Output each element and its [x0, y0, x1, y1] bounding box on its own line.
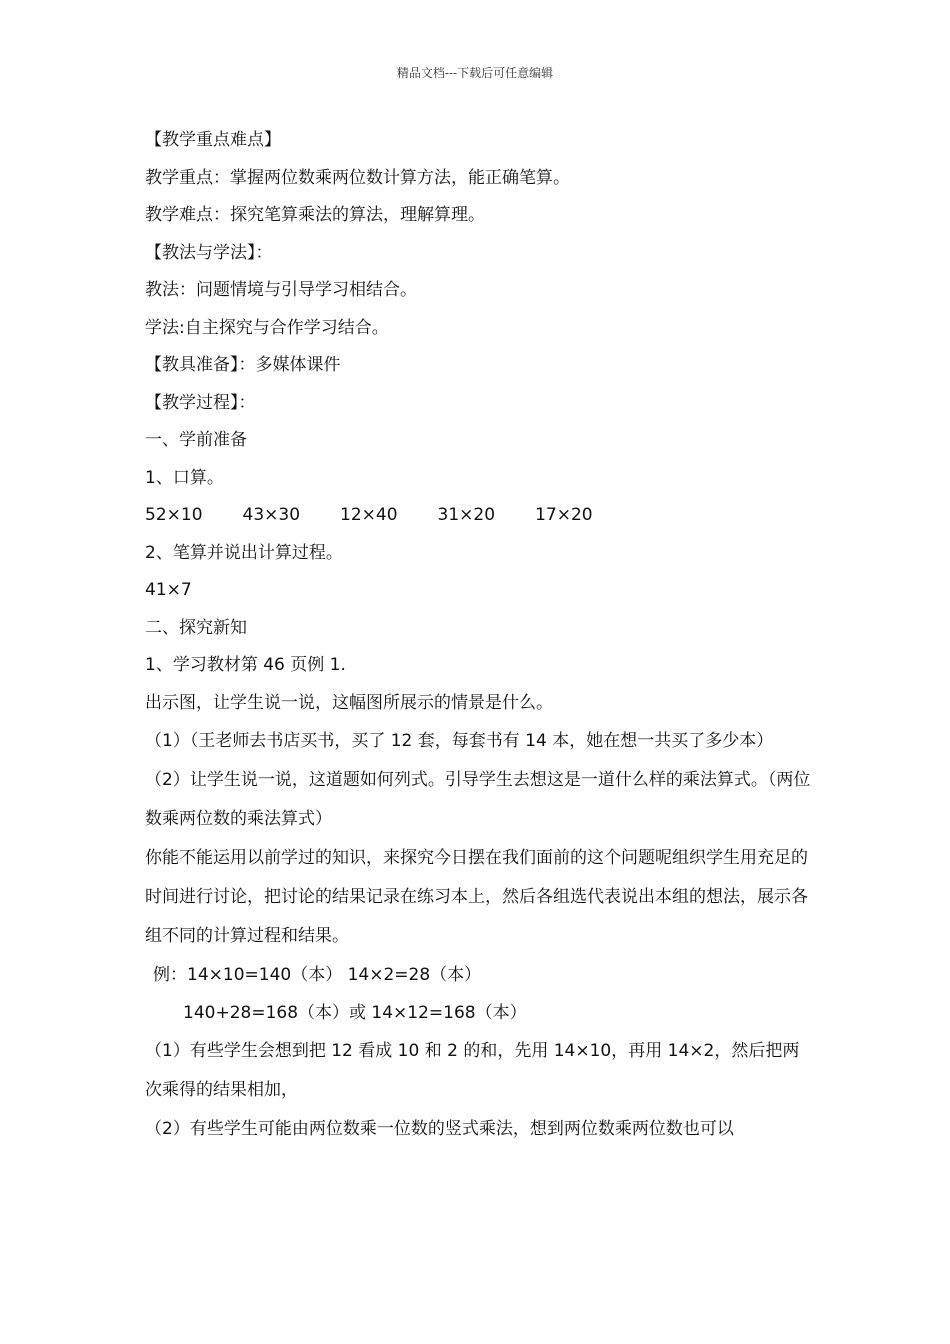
- paragraph-method-2: （2）有些学生可能由两位数乘一位数的竖式乘法，想到两位数乘两位数也可以: [145, 1119, 734, 1139]
- oral-calc-item: 52×10: [145, 505, 203, 525]
- paragraph-problem: （1）（王老师去书店买书，买了 12 套，每套书有 14 本，她在想一共买了多少本）: [145, 731, 774, 751]
- oral-calc-item: 43×30: [242, 505, 301, 525]
- document-body: [145, 122, 815, 1149]
- oral-calc-row: [145, 497, 815, 535]
- oral-calc-item: 17×20: [535, 505, 593, 525]
- paragraph-equation: （2）让学生说一说，这道题如何列式。引导学生去想这是一道什么样的乘法算式。（两位数乘两位数的乘法算式）: [145, 770, 811, 829]
- learning-method-text: 学法:自主探究与合作学习结合。: [145, 317, 389, 338]
- oral-calc-item: 31×20: [437, 505, 496, 525]
- textbook-example-label: 1、学习教材第 46 页例 1.: [145, 655, 346, 675]
- paragraph-discussion: 你能不能运用以前学过的知识，来探究今日摆在我们面前的这个问题呢组织学生用充足的时间进行讨论，把讨论的结果记录在练习本上，然后各组选代表说出本组的想法，展示各组不同的计算过程和结果。: [145, 848, 808, 946]
- written-calc-label: 2、笔算并说出计算过程。: [145, 542, 343, 563]
- oral-calc-item: 12×40: [340, 505, 398, 525]
- example-line-1: 例：14×10=140（本） 14×2=28（本）: [153, 965, 482, 985]
- paragraph-method-1: （1）有些学生会想到把 12 看成 10 和 2 的和，先用 14×10，再用 14×2，然后把两次乘得的结果相加，: [145, 1041, 800, 1100]
- key-point-text: 教学重点：掌握两位数乘两位数计算方法，能正确笔算。: [145, 167, 570, 188]
- oral-calc-label: 1、口算。: [145, 467, 224, 488]
- section-heading-methods: 【教法与学法】：: [145, 242, 273, 263]
- part-two-heading: 二、探究新知: [145, 617, 247, 638]
- show-picture-text: 出示图，让学生说一说，这幅图所展示的情景是什么。: [145, 692, 553, 713]
- example-line-2: 140+28=168（本）或 14×12=168（本）: [183, 1003, 527, 1023]
- teaching-method-text: 教法：问题情境与引导学习相结合。: [145, 280, 417, 300]
- written-calc-item: 41×7: [145, 580, 192, 600]
- section-heading-process: 【教学过程】：: [145, 392, 256, 413]
- part-one-heading: 一、学前准备: [145, 430, 247, 450]
- difficult-point-text: 教学难点：探究笔算乘法的算法，理解算理。: [145, 205, 485, 225]
- page-header: 精品文档---下载后可任意编辑: [396, 66, 554, 80]
- section-heading-materials: 【教具准备】：多媒体课件: [145, 355, 341, 375]
- section-heading-key-points: 【教学重点难点】: [145, 130, 281, 150]
